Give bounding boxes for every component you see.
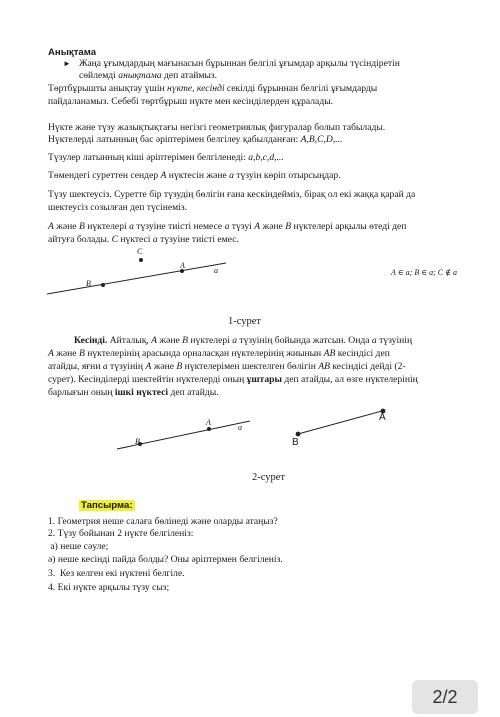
paragraph-quadrilateral-2: пайдаланамыз. Себебі төртбұрыш нүкте мен кесінділерден құралады. [48,96,334,107]
paragraph-belongs-1: А және В нүктелері а түзуіне тиісті немесе а түзуі А және В нүктелері арқылы өтеді деп [48,221,407,232]
label-line-a-left: a [238,423,242,432]
label-point-a-right: A [379,412,386,423]
paragraph-belongs-2: айтуға болады. С нүктесі а түзуіне тиісті емес. [48,234,239,245]
paragraph-segment-1: Кесінді. Айталық, А және В нүктелері а түзуінің бойында жатсын. Онда а түзуінің [74,335,413,346]
label-point-b: B [86,279,91,288]
point-b-right [296,432,301,437]
membership-notation: A ∈ a; B ∈ a; C ∉ a [391,268,458,277]
paragraph-infinite-1: Түзу шектеусіз. Суретте бір түзудің бөлігін ғана кескіндейміз, бірақ ол екі жаққа қарай да [48,189,416,200]
label-point-b-right: B [292,437,299,448]
definition-line-2: сөйлемді анықтама деп атаймыз. [79,70,218,81]
label-point-a: A [180,261,185,270]
paragraph-segment-2: А және В нүктелерінің арасында орналасқан нүктелерінің жиынын АВ кесіндісі деп [48,348,390,359]
segment-ab [297,411,383,434]
paragraph-infinite-2: шектеусіз созылған деп түсінеміз. [48,202,188,213]
task-item-3: 3. Кез келген екі нүктені белгіле. [48,568,185,579]
task-title: Тапсырма: [81,500,133,511]
task-item-1: 1. Геометрия неше салаға бөлінеді және оларды атаңыз? [48,516,278,527]
definition-line-1: Жаңа ұғымдардың мағынасын бұрыннан белгілі ұғымдар арқылы түсіндіретін [79,58,400,69]
task-item-4: 4. Екі нүкте арқылы түзу сыз; [48,582,170,593]
paragraph-segment-3: атайды, яғни а түзуінің А және В нүктелерімен шектелген бөлігін АВ кесіндісі дейді (2- [48,361,406,372]
paragraph-points-2: Нүктелерді латынның бас әріптерімен белгілеу қабылданған: A,B,C,D,... [48,134,343,145]
page-indicator[interactable]: 2/2 [412,680,478,714]
task-item-2: 2. Түзу бойынан 2 нүкте белгіленіз: [48,528,194,539]
figure-2-caption: 2-сурет [252,472,286,483]
paragraph-segment-4: сурет). Кесінділерді шектейтін нүктелерді оның ұштары деп атайды, ал өзге нүктелерінің [48,374,418,385]
paragraph-lines: Түзулер латынның кіші әріптерімен белгіленеді: a,b,c,d,... [48,152,284,163]
bullet-arrow-icon: ► [63,59,71,68]
paragraph-figure-intro: Төмендегі суреттен сендер А нүктесін және а түзуін көріп отырсыңдар. [48,170,341,181]
label-point-c: C [137,247,143,256]
figure-1-caption: 1-сурет [228,316,262,327]
label-line-a: a [214,266,218,275]
label-point-a-left: A [206,418,211,427]
label-point-b-left: B [135,437,140,446]
page-title: Анықтама [48,47,97,58]
task-item-2b: ә) неше кесінді пайда болды? Оны әріптермен белгіленіз. [48,554,283,565]
paragraph-points-1: Нүкте және түзу жазықтықтағы негізгі геометриялық фигуралар болып табылады. [48,122,386,133]
paragraph-quadrilateral-1: Төртбұрышты анықтау үшін нүкте, кесінді секілді бұрыннан белгілі ұғымдарды [48,83,378,94]
paragraph-segment-5: барлығын оның ішкі нүктесі деп атайды. [48,387,219,398]
task-item-2a: а) неше сәуле; [48,541,109,552]
